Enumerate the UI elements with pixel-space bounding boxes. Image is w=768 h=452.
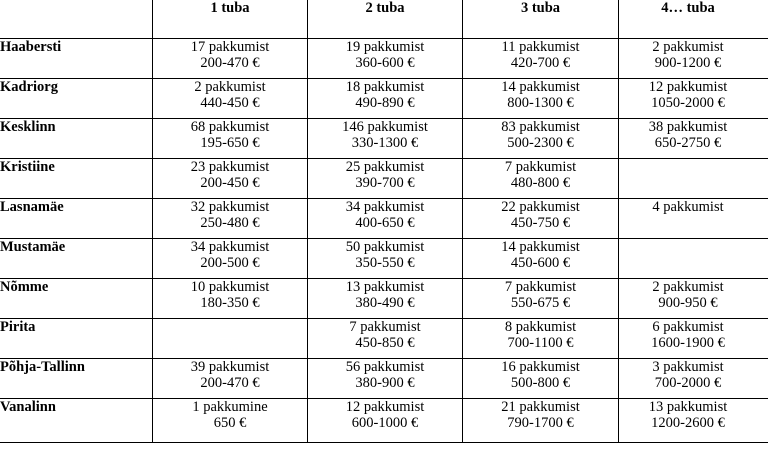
table-row xyxy=(0,39,768,79)
offer-cell xyxy=(463,319,619,359)
offer-cell xyxy=(619,239,768,279)
offer-count: 17 pakkumist xyxy=(190,39,270,55)
table-body xyxy=(0,39,768,443)
offer-cell xyxy=(153,119,308,159)
offer-cell xyxy=(619,399,768,443)
offer-cell xyxy=(308,399,463,443)
price-range: 200-470 € xyxy=(200,375,260,391)
table-row xyxy=(0,359,768,399)
district-name: Mustamäe xyxy=(0,239,153,279)
offer-count: 4 pakkumist xyxy=(652,199,724,215)
price-range: 450-750 € xyxy=(510,215,571,231)
offer-count: 7 pakkumist xyxy=(504,159,577,175)
offer-count: 22 pakkumist xyxy=(501,199,580,215)
price-range: 330-1300 € xyxy=(351,135,419,151)
price-range: 195-650 € xyxy=(200,135,260,151)
district-name: Nõmme xyxy=(0,279,153,319)
offer-count: 12 pakkumist xyxy=(345,399,425,415)
offer-count: 39 pakkumist xyxy=(190,359,270,375)
offer-cell xyxy=(308,239,463,279)
offer-count: 25 pakkumist xyxy=(345,159,425,175)
offer-cell xyxy=(308,319,463,359)
offer-cell xyxy=(619,279,768,319)
price-range: 480-800 € xyxy=(510,175,571,191)
offer-cell xyxy=(308,39,463,79)
offer-cell xyxy=(619,119,768,159)
table-row xyxy=(0,279,768,319)
offer-cell xyxy=(153,319,308,359)
price-range: 550-675 € xyxy=(510,295,571,311)
price-range: 700-2000 € xyxy=(654,375,722,391)
offer-count: 13 pakkumist xyxy=(648,399,728,415)
offer-count: 50 pakkumist xyxy=(345,239,425,255)
district-name: Kadriorg xyxy=(0,79,153,119)
offer-count: 14 pakkumist xyxy=(501,239,580,255)
header-4-plus-rooms: 4… tuba xyxy=(619,0,768,39)
header-2-rooms: 2 tuba xyxy=(308,0,463,39)
offer-cell xyxy=(153,399,308,443)
header-3-rooms: 3 tuba xyxy=(463,0,619,39)
offer-cell xyxy=(619,319,768,359)
offer-count: 14 pakkumist xyxy=(501,79,580,95)
offer-count: 34 pakkumist xyxy=(190,239,270,255)
price-range: 360-600 € xyxy=(355,55,415,71)
offer-count: 21 pakkumist xyxy=(501,399,580,415)
price-range: 1200-2600 € xyxy=(651,415,725,431)
price-range: 350-550 € xyxy=(355,255,415,271)
offer-cell xyxy=(463,199,619,239)
price-range: 200-450 € xyxy=(200,175,260,191)
table-row xyxy=(0,79,768,119)
table-row xyxy=(0,119,768,159)
offer-cell xyxy=(153,79,308,119)
price-range: 700-1100 € xyxy=(507,335,574,351)
header-row xyxy=(0,0,768,39)
price-range: 200-470 € xyxy=(200,55,260,71)
price-range: 490-890 € xyxy=(355,95,415,111)
offer-count: 56 pakkumist xyxy=(345,359,425,375)
offer-count: 2 pakkumist xyxy=(652,279,724,295)
price-range: 380-900 € xyxy=(355,375,415,391)
offer-cell xyxy=(308,79,463,119)
offer-count: 38 pakkumist xyxy=(648,119,728,135)
price-range: 380-490 € xyxy=(355,295,415,311)
offer-count: 2 pakkumist xyxy=(194,79,266,95)
offer-count: 19 pakkumist xyxy=(345,39,425,55)
offer-count: 13 pakkumist xyxy=(345,279,425,295)
price-range: 180-350 € xyxy=(200,295,260,311)
offer-count: 10 pakkumist xyxy=(190,279,270,295)
price-range: 500-800 € xyxy=(510,375,571,391)
price-range: 900-950 € xyxy=(658,295,718,311)
table-row xyxy=(0,239,768,279)
offer-cell xyxy=(619,199,768,239)
price-range: 390-700 € xyxy=(355,175,415,191)
price-range: 900-1200 € xyxy=(654,55,722,71)
price-range: 1600-1900 € xyxy=(651,335,725,351)
offer-cell xyxy=(619,359,768,399)
offer-cell xyxy=(153,359,308,399)
offer-cell xyxy=(153,159,308,199)
price-range: 450-600 € xyxy=(510,255,571,271)
price-range: 800-1300 € xyxy=(507,95,574,111)
table-row xyxy=(0,319,768,359)
offer-cell xyxy=(463,399,619,443)
offer-cell xyxy=(463,359,619,399)
offer-count: 11 pakkumist xyxy=(501,39,580,55)
offer-count: 32 pakkumist xyxy=(190,199,270,215)
offer-count: 2 pakkumist xyxy=(652,39,724,55)
offer-count: 6 pakkumist xyxy=(652,319,724,335)
offer-count: 8 pakkumist xyxy=(504,319,577,335)
district-name: Lasnamäe xyxy=(0,199,153,239)
offer-count: 83 pakkumist xyxy=(501,119,580,135)
offer-cell xyxy=(463,159,619,199)
district-name: Kesklinn xyxy=(0,119,153,159)
offer-cell xyxy=(463,119,619,159)
offer-count: 16 pakkumist xyxy=(501,359,580,375)
table-row xyxy=(0,199,768,239)
offer-cell xyxy=(619,39,768,79)
table-row xyxy=(0,399,768,443)
price-range: 250-480 € xyxy=(200,215,260,231)
offer-count: 3 pakkumist xyxy=(652,359,724,375)
offer-count: 18 pakkumist xyxy=(345,79,425,95)
header-1-room: 1 tuba xyxy=(153,0,308,39)
offer-cell xyxy=(308,199,463,239)
price-range: 790-1700 € xyxy=(507,415,574,431)
table-header xyxy=(0,0,768,39)
offer-cell xyxy=(463,79,619,119)
offer-count: 34 pakkumist xyxy=(345,199,425,215)
offer-cell xyxy=(463,279,619,319)
price-range: 400-650 € xyxy=(355,215,415,231)
price-range: 440-450 € xyxy=(200,95,260,111)
price-range: 650 € xyxy=(213,415,247,431)
offer-cell xyxy=(619,79,768,119)
offer-count: 7 pakkumist xyxy=(504,279,577,295)
price-range: 200-500 € xyxy=(200,255,260,271)
offer-count: 23 pakkumist xyxy=(190,159,270,175)
district-name: Kristiine xyxy=(0,159,153,199)
offer-cell xyxy=(153,239,308,279)
offer-cell xyxy=(153,279,308,319)
offer-count: 1 pakkumine xyxy=(192,399,268,415)
offer-cell xyxy=(308,119,463,159)
district-name: Vanalinn xyxy=(0,399,153,443)
price-range: 450-850 € xyxy=(355,335,415,351)
price-range: 650-2750 € xyxy=(654,135,722,151)
offer-count: 7 pakkumist xyxy=(349,319,421,335)
offer-cell xyxy=(308,159,463,199)
offer-cell xyxy=(153,199,308,239)
offer-cell xyxy=(463,39,619,79)
offer-cell xyxy=(619,159,768,199)
table-row xyxy=(0,159,768,199)
corner-cell xyxy=(0,0,153,39)
price-range: 420-700 € xyxy=(510,55,571,71)
price-range: 1050-2000 € xyxy=(651,95,725,111)
district-name: Põhja-Tallinn xyxy=(0,359,153,399)
offer-cell xyxy=(308,279,463,319)
district-name: Haabersti xyxy=(0,39,153,79)
offer-count: 68 pakkumist xyxy=(190,119,270,135)
price-range: 500-2300 € xyxy=(507,135,574,151)
offer-count: 12 pakkumist xyxy=(648,79,728,95)
offer-cell xyxy=(308,359,463,399)
offer-cell xyxy=(153,39,308,79)
district-name: Pirita xyxy=(0,319,153,359)
price-range: 600-1000 € xyxy=(351,415,419,431)
offer-count: 146 pakkumist xyxy=(342,119,428,135)
offer-cell xyxy=(463,239,619,279)
